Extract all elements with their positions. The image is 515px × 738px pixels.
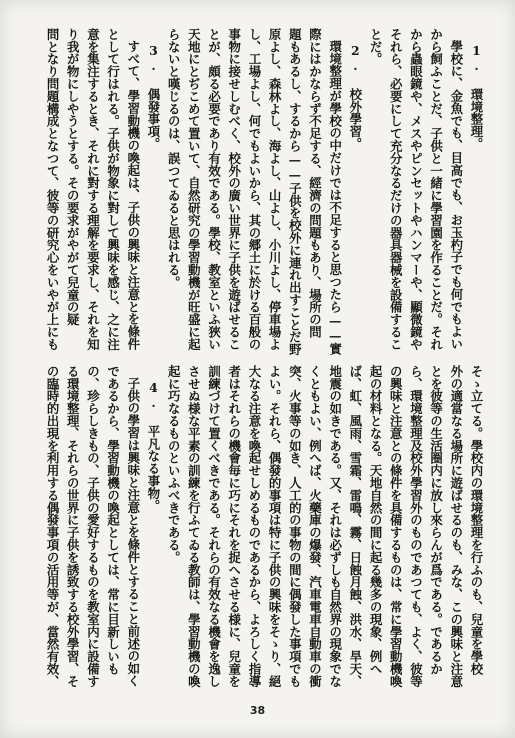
text-column: 突、火事等の如き、人工的の事物の間に偶發した事項でも xyxy=(287,365,303,688)
text-column: 大なる注意を喚起せしめるものであるから、よろしく指導 xyxy=(246,365,262,688)
text-column: 意を集注するとき、それに對する理解を要求し、それを知 xyxy=(85,28,101,351)
text-column: 天地にとぢこめて置いて、自然研究の學習動機が旺盛に起 xyxy=(186,28,202,351)
text-column: であるから、學習動機の喚起としては、常に目新しいも xyxy=(105,365,121,675)
text-column: よい。それら、偶發的事項は特に子供の興味をそゝり、絕 xyxy=(267,365,283,688)
text-column: から飼ふことだ、子供と一緒に學習園を作ることだ。それ xyxy=(428,28,444,351)
section-heading: 3. 偶發事項。 xyxy=(146,43,161,150)
text-column: し、工場よし、何でもよいから、其の郷土に於ける百般の xyxy=(246,28,262,351)
text-column: り我が物にしやうとする。その要求がやがて兒童の疑 xyxy=(65,28,81,326)
text-column: 子供の學習は興味と注意とを條件とすること前述の如く xyxy=(125,377,141,688)
text-column: 外の適當なる場所に遊ばせるのも、みな、この興味と注意 xyxy=(448,365,464,688)
text-column: として行はれる。子供が物象に對して興味を感じ、之に注 xyxy=(105,28,121,351)
text-column: とだ。 xyxy=(368,28,384,66)
text-column: 者はそれらの機會毎に巧にそれを捉へさせる様に、兒童を xyxy=(226,365,242,688)
text-column: 事物に接せしむべく、校外の廣い世界に子供を遊ばせるこ xyxy=(226,28,242,351)
text-column: る環境整理、それらの世界に子供を誘致する校外學習、そ xyxy=(65,365,81,688)
text-column: とを彼等の生活圈内に放し來らんが爲である。であるか xyxy=(428,365,444,675)
text-column: 訓練づけて置くべきである。それらの有效なる機會を逸し xyxy=(206,365,222,688)
text-column: 環境整理が學校の中だけでは不足すると思つたら——實 xyxy=(327,40,343,356)
text-column: させぬ様な平素の訓練を行ふてゐる教師は、學習動機の喚 xyxy=(186,365,202,688)
text-column: 問となり問題構成となつて、彼等の研究心をいやが上にも xyxy=(45,28,61,351)
text-column: の臨時的出現を利用する偶發事項の活用等が、當然有效、 xyxy=(45,365,61,688)
text-column: の興味と注意との條件を具備するものは、常に學習動機喚 xyxy=(388,365,404,688)
section-heading: 2. 校外學習。 xyxy=(347,43,363,150)
lower-text-block xyxy=(42,365,486,687)
text-column: とが、頗る必要であり有效である。學校、教室といふ狹い xyxy=(206,28,222,351)
text-column: 際にはかならず不足する、經濟の問題もあり、場所の問 xyxy=(307,28,323,338)
text-column: ば、虹、風雨、雪霜、雷鳴、霧、日蝕月蝕、洪水、旱天、 xyxy=(347,365,363,688)
section-heading: 1. 環境整理。 xyxy=(469,43,484,150)
text-column: 起の材料となる。天地自然の間に起る幾多の現象、例へ xyxy=(368,365,384,675)
text-column: そゝ立てる。學校内の環境整理を行ふのも、兒童を學校 xyxy=(469,365,484,675)
upper-text-block xyxy=(42,28,486,356)
text-column: らないと嘆じるのは、誤つてゐると思はれる。 xyxy=(166,28,182,289)
text-column: 地震の如きである。又、それは必ずしも自然界の現象でな xyxy=(327,365,343,688)
text-column: ら、環境整理及校外學習外のものであつても、よく、彼等 xyxy=(408,365,424,688)
text-column: 起に巧なるものといふべきである。 xyxy=(166,365,182,564)
section-heading: 4. 平凡なる事物。 xyxy=(146,380,161,512)
text-column: くともよい、例へば、火藥庫の爆發、汽車電車自動車の衝 xyxy=(307,365,323,688)
text-column: の、珍らしきもの、子供の愛好するものを教室内に設備す xyxy=(85,365,101,688)
text-column: 原よし、森林よし、海よし、山よし、小川よし、停車場よ xyxy=(267,28,283,351)
text-column: すべて、學習動機の喚起は、子供の興味と注意とを條件 xyxy=(125,40,141,351)
page-number: 38 xyxy=(249,704,266,717)
text-column: 學校に、金魚でも、目高でも、お玉杓子でも何でもよい xyxy=(448,40,464,351)
text-column: それら、必要にして充分なるだけの器具器械を設備するこ xyxy=(388,28,404,351)
text-column: 題もあるし、するから——子供を校外に連れ出すことだ野 xyxy=(287,28,303,356)
text-column: から蟲眼鏡や、メスやピンセットやハンマーや、顯微鏡や xyxy=(408,28,424,351)
